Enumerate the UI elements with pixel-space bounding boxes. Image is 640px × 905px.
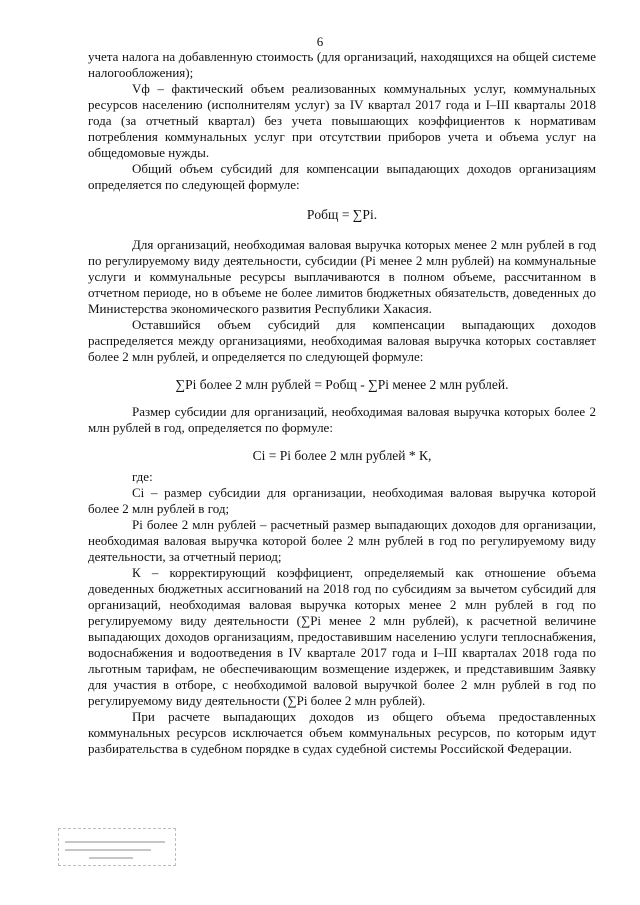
stamp-line — [65, 849, 151, 851]
paragraph-small-organizations: Для организаций, необходимая валовая выручка которых менее 2 млн рублей в год по регулируемому виду деятельности, субсидии (Pi менее 2 млн рублей) на коммунальные услуги и коммунальные ресурсы выплачиваются в полном объеме, рассчитанном в отчетном периоде, но в объеме не более лимитов бюджетных обязательств, доведенных до Министерства экономического развития Республики Хакасия. — [88, 237, 596, 316]
formula-remaining-subsidy: ∑Pi более 2 млн рублей = Pобщ - ∑Pi менее 2 млн рублей. — [175, 377, 509, 392]
where-label: где: — [132, 469, 153, 484]
formula-total-subsidy: Pобщ = ∑Pi. — [306, 207, 378, 222]
paragraph-exclusion: При расчете выпадающих доходов из общего объема предоставленных коммунальных ресурсов исключается объем коммунальных ресурсов, по которым идут разбирательства в судебном порядке в судах судебной системы Российской Федерации. — [88, 709, 596, 756]
document-body — [88, 49, 596, 757]
paragraph-remaining-subsidy: Оставшийся объем субсидий для компенсации выпадающих доходов распределяется между организациями, необходимая валовая выручка которых составляет более 2 млн рублей, и определяется по следующей формуле: — [88, 317, 596, 364]
faded-stamp — [58, 828, 176, 866]
paragraph-subsidy-size-intro: Размер субсидии для организаций, необходимая валовая выручка которых более 2 млн рублей в год, определяется по формуле: — [88, 404, 596, 435]
paragraph-total-subsidy-intro: Общий объем субсидий для компенсации выпадающих доходов организациям определяется по следующей формуле: — [88, 161, 596, 192]
page-number: 6 — [316, 34, 324, 49]
stamp-line — [89, 857, 133, 859]
paragraph-vf-definition: Vф – фактический объем реализованных коммунальных услуг, коммунальных ресурсов населению (исполнителям услуг) за IV квартал 2017 года и I–III кварталы 2018 года (за отчетный квартал) без учета повышающих коэффициентов к нормативам потребления коммунальных услуг при отсутствии приборов учета и объема услуг на общедомовые нужды. — [88, 81, 596, 160]
formula-subsidy-size: Ci = Pi более 2 млн рублей * К, — [252, 448, 432, 463]
paragraph-pi-definition: Pi более 2 млн рублей – расчетный размер выпадающих доходов для организации, необходимая валовая выручка которой более 2 млн рублей в год по регулируемому виду деятельности, за отчетный период; — [88, 517, 596, 564]
stamp-line — [65, 841, 165, 843]
paragraph-ci-definition: Ci – размер субсидии для организации, необходимая валовая выручка которой более 2 млн рублей в год; — [88, 485, 596, 516]
paragraph-k-definition: К – корректирующий коэффициент, определяемый как отношение объема доведенных бюджетных ассигнований на 2018 год по субсидиям за вычетом субсидий для организаций, необходимая валовая выручка которых менее 2 млн рублей в год по регулируемому виду деятельности (∑Pi менее 2 млн рублей), к расчетной величине выпадающих доходов организациям, предоставившим населению услуги теплоснабжения, водоснабжения и водоотведения в IV квартале 2017 года и I–III кварталах 2018 года по льготным тарифам, не обеспечивающим возмещение издержек, и представившим Заявку для участия в отборе, с необходимой валовой выручкой более 2 млн рублей в год по регулируемому виду деятельности (∑Pi более 2 млн рублей). — [88, 565, 596, 708]
paragraph-vat-continuation: учета налога на добавленную стоимость (для организаций, находящихся на общей системе налогообложения); — [88, 49, 596, 80]
